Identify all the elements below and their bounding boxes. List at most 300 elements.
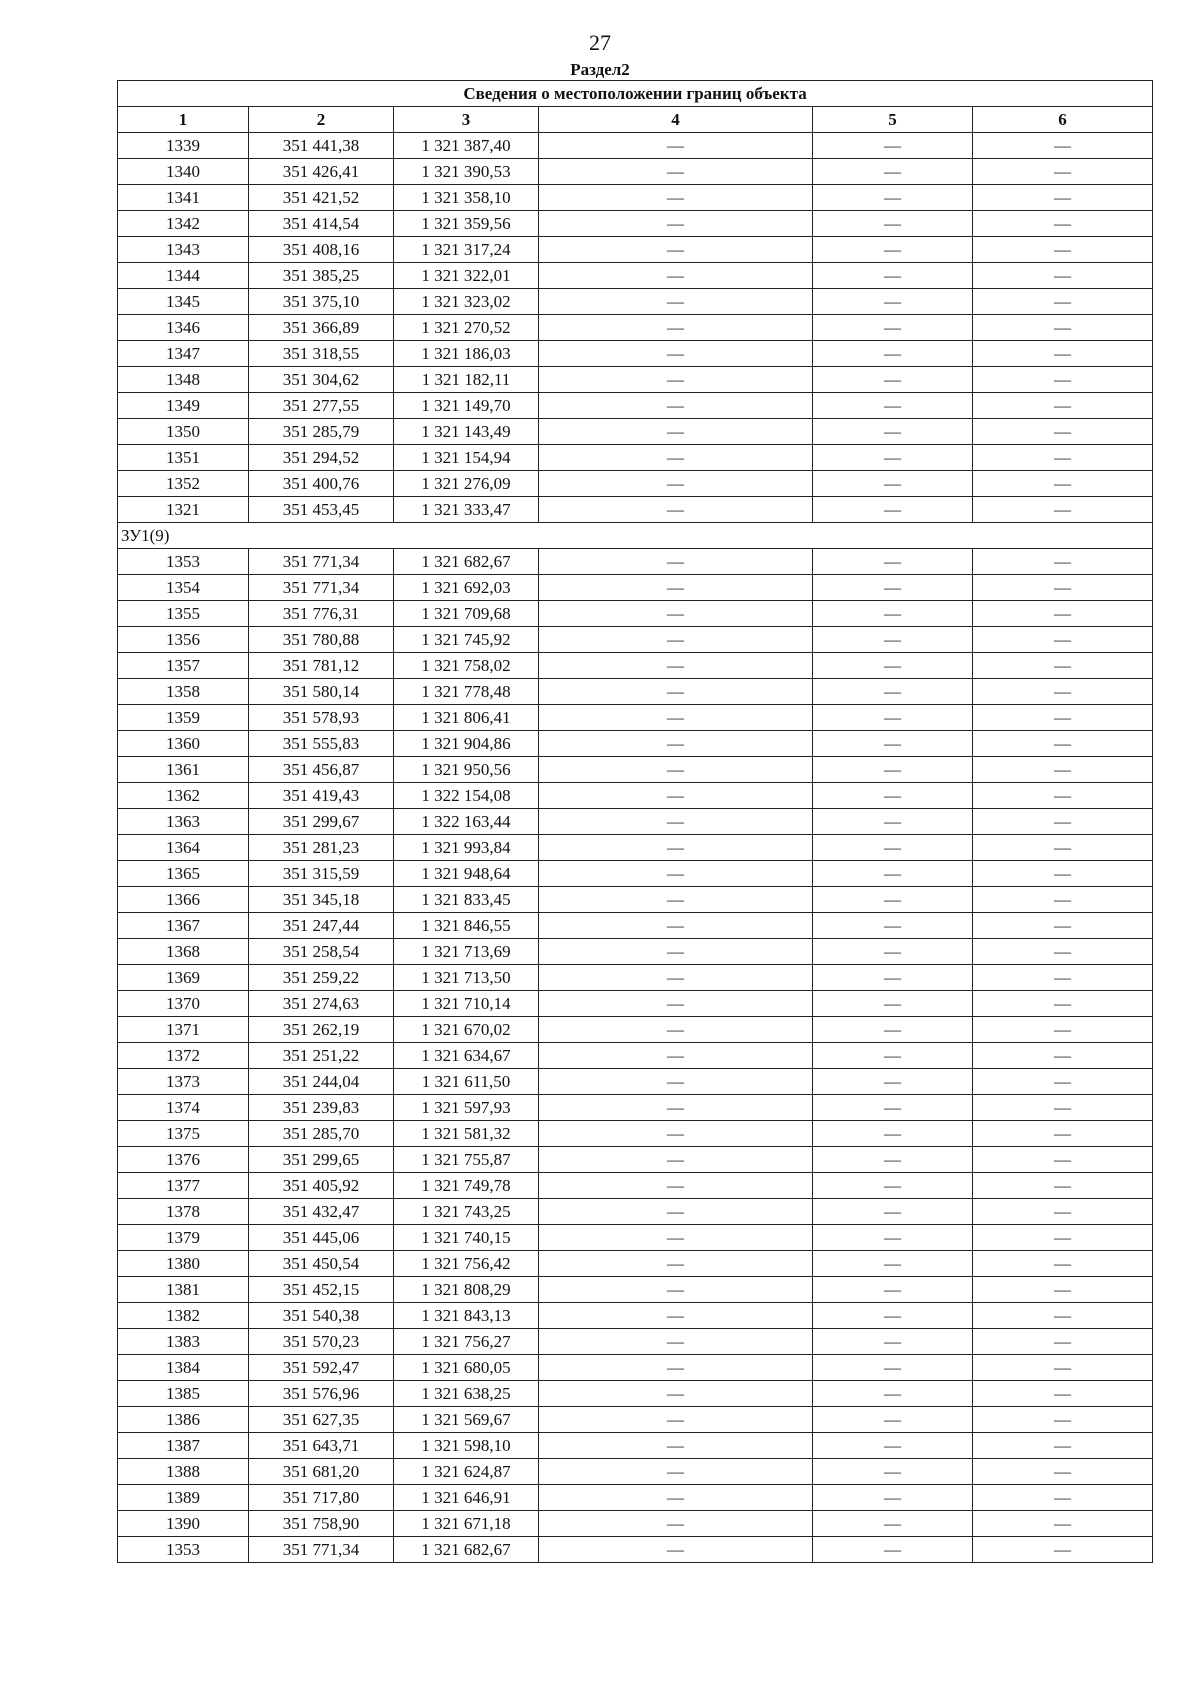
empty-dash-cell: —	[539, 1095, 813, 1121]
empty-dash-cell: —	[813, 1355, 973, 1381]
column-number: 3	[394, 107, 539, 133]
empty-dash-cell: —	[813, 471, 973, 497]
empty-dash-cell: —	[973, 445, 1153, 471]
empty-dash-cell: —	[973, 1407, 1153, 1433]
empty-dash-cell: —	[813, 913, 973, 939]
table-row	[118, 1511, 1153, 1537]
empty-dash-cell: —	[973, 965, 1153, 991]
coordinate-x: 351 578,93	[249, 705, 394, 731]
empty-dash-cell: —	[539, 159, 813, 185]
point-number: 1380	[118, 1251, 249, 1277]
coordinate-x: 351 419,43	[249, 783, 394, 809]
coordinate-y: 1 321 581,32	[394, 1121, 539, 1147]
coordinate-y: 1 321 322,01	[394, 263, 539, 289]
table-row	[118, 1147, 1153, 1173]
empty-dash-cell: —	[813, 809, 973, 835]
empty-dash-cell: —	[539, 705, 813, 731]
empty-dash-cell: —	[973, 679, 1153, 705]
table-row	[118, 1173, 1153, 1199]
table-row	[118, 939, 1153, 965]
empty-dash-cell: —	[813, 419, 973, 445]
point-number: 1354	[118, 575, 249, 601]
empty-dash-cell: —	[973, 1069, 1153, 1095]
coordinate-x: 351 681,20	[249, 1459, 394, 1485]
empty-dash-cell: —	[973, 887, 1153, 913]
empty-dash-cell: —	[539, 1329, 813, 1355]
coordinate-y: 1 321 598,10	[394, 1433, 539, 1459]
point-number: 1387	[118, 1433, 249, 1459]
table-row	[118, 1303, 1153, 1329]
point-number: 1360	[118, 731, 249, 757]
empty-dash-cell: —	[539, 497, 813, 523]
empty-dash-cell: —	[813, 1537, 973, 1563]
coordinate-x: 351 285,70	[249, 1121, 394, 1147]
coordinate-x: 351 366,89	[249, 315, 394, 341]
point-number: 1345	[118, 289, 249, 315]
boundary-coordinates-table	[117, 80, 1153, 1563]
coordinate-y: 1 321 670,02	[394, 1017, 539, 1043]
coordinate-x: 351 294,52	[249, 445, 394, 471]
empty-dash-cell: —	[813, 1251, 973, 1277]
coordinate-x: 351 299,65	[249, 1147, 394, 1173]
table-row	[118, 211, 1153, 237]
point-number: 1362	[118, 783, 249, 809]
empty-dash-cell: —	[813, 1485, 973, 1511]
coordinate-x: 351 277,55	[249, 393, 394, 419]
empty-dash-cell: —	[539, 1121, 813, 1147]
point-number: 1341	[118, 185, 249, 211]
empty-dash-cell: —	[539, 315, 813, 341]
table-row	[118, 497, 1153, 523]
table-row	[118, 757, 1153, 783]
point-number: 1378	[118, 1199, 249, 1225]
table-row	[118, 185, 1153, 211]
empty-dash-cell: —	[539, 1537, 813, 1563]
coordinate-x: 351 452,15	[249, 1277, 394, 1303]
empty-dash-cell: —	[813, 133, 973, 159]
empty-dash-cell: —	[539, 601, 813, 627]
empty-dash-cell: —	[539, 1043, 813, 1069]
table-row	[118, 445, 1153, 471]
table-row	[118, 393, 1153, 419]
empty-dash-cell: —	[973, 1095, 1153, 1121]
coordinate-x: 351 251,22	[249, 1043, 394, 1069]
coordinate-y: 1 321 843,13	[394, 1303, 539, 1329]
coordinate-y: 1 321 846,55	[394, 913, 539, 939]
point-number: 1348	[118, 367, 249, 393]
empty-dash-cell: —	[813, 1459, 973, 1485]
empty-dash-cell: —	[813, 1147, 973, 1173]
empty-dash-cell: —	[973, 393, 1153, 419]
empty-dash-cell: —	[539, 237, 813, 263]
empty-dash-cell: —	[539, 1251, 813, 1277]
empty-dash-cell: —	[813, 679, 973, 705]
empty-dash-cell: —	[539, 1355, 813, 1381]
table-row	[118, 1355, 1153, 1381]
empty-dash-cell: —	[813, 237, 973, 263]
point-number: 1370	[118, 991, 249, 1017]
coordinate-y: 1 321 904,86	[394, 731, 539, 757]
empty-dash-cell: —	[813, 1407, 973, 1433]
coordinate-x: 351 318,55	[249, 341, 394, 367]
empty-dash-cell: —	[973, 1199, 1153, 1225]
point-number: 1358	[118, 679, 249, 705]
empty-dash-cell: —	[539, 913, 813, 939]
empty-dash-cell: —	[973, 341, 1153, 367]
table-row	[118, 991, 1153, 1017]
coordinate-x: 351 717,80	[249, 1485, 394, 1511]
coordinate-y: 1 321 743,25	[394, 1199, 539, 1225]
coordinate-y: 1 321 778,48	[394, 679, 539, 705]
empty-dash-cell: —	[539, 1303, 813, 1329]
empty-dash-cell: —	[973, 549, 1153, 575]
point-number: 1364	[118, 835, 249, 861]
point-number: 1352	[118, 471, 249, 497]
table-row	[118, 341, 1153, 367]
empty-dash-cell: —	[539, 809, 813, 835]
empty-dash-cell: —	[813, 1043, 973, 1069]
empty-dash-cell: —	[539, 133, 813, 159]
coordinate-x: 351 414,54	[249, 211, 394, 237]
empty-dash-cell: —	[973, 705, 1153, 731]
empty-dash-cell: —	[813, 1017, 973, 1043]
empty-dash-cell: —	[973, 861, 1153, 887]
point-number: 1339	[118, 133, 249, 159]
coordinate-x: 351 262,19	[249, 1017, 394, 1043]
table-row	[118, 367, 1153, 393]
point-number: 1375	[118, 1121, 249, 1147]
empty-dash-cell: —	[973, 367, 1153, 393]
empty-dash-cell: —	[813, 1303, 973, 1329]
coordinate-y: 1 321 154,94	[394, 445, 539, 471]
empty-dash-cell: —	[973, 1303, 1153, 1329]
point-number: 1377	[118, 1173, 249, 1199]
empty-dash-cell: —	[813, 1121, 973, 1147]
empty-dash-cell: —	[539, 1407, 813, 1433]
column-number: 2	[249, 107, 394, 133]
point-number: 1372	[118, 1043, 249, 1069]
table-row	[118, 159, 1153, 185]
table-row	[118, 1017, 1153, 1043]
empty-dash-cell: —	[539, 419, 813, 445]
coordinate-x: 351 453,45	[249, 497, 394, 523]
table-row	[118, 133, 1153, 159]
coordinate-x: 351 315,59	[249, 861, 394, 887]
empty-dash-cell: —	[973, 575, 1153, 601]
empty-dash-cell: —	[813, 1433, 973, 1459]
table-row	[118, 1095, 1153, 1121]
coordinate-y: 1 322 163,44	[394, 809, 539, 835]
table-row	[118, 315, 1153, 341]
empty-dash-cell: —	[973, 1485, 1153, 1511]
empty-dash-cell: —	[539, 367, 813, 393]
point-number: 1347	[118, 341, 249, 367]
empty-dash-cell: —	[973, 1147, 1153, 1173]
coordinate-y: 1 321 740,15	[394, 1225, 539, 1251]
empty-dash-cell: —	[539, 679, 813, 705]
point-number: 1353	[118, 549, 249, 575]
empty-dash-cell: —	[973, 289, 1153, 315]
empty-dash-cell: —	[813, 211, 973, 237]
empty-dash-cell: —	[973, 939, 1153, 965]
coordinate-x: 351 555,83	[249, 731, 394, 757]
table-row	[118, 601, 1153, 627]
empty-dash-cell: —	[539, 549, 813, 575]
point-number: 1342	[118, 211, 249, 237]
coordinate-x: 351 285,79	[249, 419, 394, 445]
empty-dash-cell: —	[973, 731, 1153, 757]
empty-dash-cell: —	[973, 1433, 1153, 1459]
coordinate-x: 351 643,71	[249, 1433, 394, 1459]
point-number: 1383	[118, 1329, 249, 1355]
empty-dash-cell: —	[973, 1537, 1153, 1563]
empty-dash-cell: —	[973, 1381, 1153, 1407]
table-row	[118, 1225, 1153, 1251]
coordinate-x: 351 450,54	[249, 1251, 394, 1277]
table-row	[118, 1433, 1153, 1459]
coordinate-y: 1 321 713,50	[394, 965, 539, 991]
point-number: 1349	[118, 393, 249, 419]
empty-dash-cell: —	[813, 861, 973, 887]
empty-dash-cell: —	[813, 1095, 973, 1121]
empty-dash-cell: —	[539, 1225, 813, 1251]
coordinate-y: 1 321 597,93	[394, 1095, 539, 1121]
point-number: 1369	[118, 965, 249, 991]
empty-dash-cell: —	[973, 601, 1153, 627]
empty-dash-cell: —	[539, 757, 813, 783]
coordinate-x: 351 385,25	[249, 263, 394, 289]
empty-dash-cell: —	[813, 315, 973, 341]
table-row	[118, 1329, 1153, 1355]
table-caption: Сведения о местоположении границ объекта	[118, 81, 1153, 107]
coordinate-x: 351 580,14	[249, 679, 394, 705]
empty-dash-cell: —	[813, 835, 973, 861]
point-number: 1355	[118, 601, 249, 627]
table-row	[118, 1121, 1153, 1147]
table-row	[118, 783, 1153, 809]
coordinate-y: 1 321 333,47	[394, 497, 539, 523]
empty-dash-cell: —	[539, 627, 813, 653]
point-number: 1340	[118, 159, 249, 185]
point-number: 1368	[118, 939, 249, 965]
empty-dash-cell: —	[539, 1511, 813, 1537]
empty-dash-cell: —	[539, 1147, 813, 1173]
coordinate-x: 351 771,34	[249, 575, 394, 601]
empty-dash-cell: —	[973, 757, 1153, 783]
empty-dash-cell: —	[539, 783, 813, 809]
coordinate-x: 351 405,92	[249, 1173, 394, 1199]
point-number: 1363	[118, 809, 249, 835]
coordinate-y: 1 321 756,42	[394, 1251, 539, 1277]
empty-dash-cell: —	[973, 1173, 1153, 1199]
point-number: 1361	[118, 757, 249, 783]
empty-dash-cell: —	[539, 861, 813, 887]
empty-dash-cell: —	[813, 1329, 973, 1355]
table-row	[118, 653, 1153, 679]
coordinate-y: 1 321 143,49	[394, 419, 539, 445]
coordinate-x: 351 345,18	[249, 887, 394, 913]
empty-dash-cell: —	[813, 965, 973, 991]
column-number: 5	[813, 107, 973, 133]
empty-dash-cell: —	[973, 419, 1153, 445]
table-row	[118, 627, 1153, 653]
table-row	[118, 575, 1153, 601]
empty-dash-cell: —	[539, 939, 813, 965]
table-row	[118, 1407, 1153, 1433]
coordinate-x: 351 259,22	[249, 965, 394, 991]
point-number: 1379	[118, 1225, 249, 1251]
empty-dash-cell: —	[973, 1277, 1153, 1303]
empty-dash-cell: —	[973, 835, 1153, 861]
empty-dash-cell: —	[973, 913, 1153, 939]
group-label: ЗУ1(9)	[118, 523, 1153, 549]
coordinate-y: 1 321 359,56	[394, 211, 539, 237]
point-number: 1381	[118, 1277, 249, 1303]
table-row	[118, 471, 1153, 497]
coordinate-y: 1 321 186,03	[394, 341, 539, 367]
empty-dash-cell: —	[539, 1485, 813, 1511]
empty-dash-cell: —	[973, 237, 1153, 263]
point-number: 1373	[118, 1069, 249, 1095]
point-number: 1374	[118, 1095, 249, 1121]
coordinate-x: 351 627,35	[249, 1407, 394, 1433]
table-row	[118, 913, 1153, 939]
coordinate-y: 1 321 149,70	[394, 393, 539, 419]
point-number: 1384	[118, 1355, 249, 1381]
empty-dash-cell: —	[973, 133, 1153, 159]
empty-dash-cell: —	[813, 1225, 973, 1251]
coordinate-x: 351 408,16	[249, 237, 394, 263]
point-number: 1367	[118, 913, 249, 939]
coordinate-y: 1 321 682,67	[394, 1537, 539, 1563]
table-row	[118, 1459, 1153, 1485]
empty-dash-cell: —	[973, 185, 1153, 211]
table-row	[118, 549, 1153, 575]
empty-dash-cell: —	[813, 653, 973, 679]
coordinate-x: 351 456,87	[249, 757, 394, 783]
empty-dash-cell: —	[813, 289, 973, 315]
table-row	[118, 1381, 1153, 1407]
empty-dash-cell: —	[813, 757, 973, 783]
empty-dash-cell: —	[813, 1381, 973, 1407]
point-number: 1351	[118, 445, 249, 471]
empty-dash-cell: —	[973, 991, 1153, 1017]
table-row	[118, 1199, 1153, 1225]
point-number: 1344	[118, 263, 249, 289]
empty-dash-cell: —	[539, 289, 813, 315]
coordinate-x: 351 247,44	[249, 913, 394, 939]
coordinate-y: 1 321 358,10	[394, 185, 539, 211]
coordinate-y: 1 321 634,67	[394, 1043, 539, 1069]
point-number: 1365	[118, 861, 249, 887]
table-caption-row	[118, 81, 1153, 107]
coordinate-x: 351 239,83	[249, 1095, 394, 1121]
empty-dash-cell: —	[973, 1121, 1153, 1147]
group-header-row	[118, 523, 1153, 549]
empty-dash-cell: —	[539, 887, 813, 913]
coordinate-y: 1 321 317,24	[394, 237, 539, 263]
empty-dash-cell: —	[973, 211, 1153, 237]
empty-dash-cell: —	[539, 1381, 813, 1407]
empty-dash-cell: —	[539, 1459, 813, 1485]
coordinate-y: 1 321 638,25	[394, 1381, 539, 1407]
table-row	[118, 263, 1153, 289]
coordinate-y: 1 322 154,08	[394, 783, 539, 809]
point-number: 1343	[118, 237, 249, 263]
coordinate-x: 351 441,38	[249, 133, 394, 159]
coordinate-y: 1 321 948,64	[394, 861, 539, 887]
table-row	[118, 289, 1153, 315]
empty-dash-cell: —	[813, 393, 973, 419]
point-number: 1356	[118, 627, 249, 653]
coordinate-y: 1 321 758,02	[394, 653, 539, 679]
coordinate-y: 1 321 709,68	[394, 601, 539, 627]
empty-dash-cell: —	[973, 1043, 1153, 1069]
empty-dash-cell: —	[813, 445, 973, 471]
empty-dash-cell: —	[539, 653, 813, 679]
empty-dash-cell: —	[813, 549, 973, 575]
point-number: 1388	[118, 1459, 249, 1485]
column-number-row	[118, 107, 1153, 133]
empty-dash-cell: —	[813, 1277, 973, 1303]
empty-dash-cell: —	[813, 1199, 973, 1225]
coordinate-y: 1 321 950,56	[394, 757, 539, 783]
table-row	[118, 809, 1153, 835]
coordinate-x: 351 375,10	[249, 289, 394, 315]
table-row	[118, 705, 1153, 731]
empty-dash-cell: —	[813, 627, 973, 653]
coordinate-y: 1 321 611,50	[394, 1069, 539, 1095]
empty-dash-cell: —	[813, 887, 973, 913]
column-number: 4	[539, 107, 813, 133]
coordinate-x: 351 540,38	[249, 1303, 394, 1329]
empty-dash-cell: —	[973, 1355, 1153, 1381]
empty-dash-cell: —	[539, 263, 813, 289]
coordinate-y: 1 321 624,87	[394, 1459, 539, 1485]
point-number: 1321	[118, 497, 249, 523]
empty-dash-cell: —	[813, 263, 973, 289]
coordinate-y: 1 321 276,09	[394, 471, 539, 497]
coordinate-x: 351 400,76	[249, 471, 394, 497]
coordinate-y: 1 321 680,05	[394, 1355, 539, 1381]
coordinate-y: 1 321 646,91	[394, 1485, 539, 1511]
empty-dash-cell: —	[813, 497, 973, 523]
table-row	[118, 1069, 1153, 1095]
coordinate-x: 351 758,90	[249, 1511, 394, 1537]
empty-dash-cell: —	[539, 1199, 813, 1225]
empty-dash-cell: —	[813, 1069, 973, 1095]
section-title: Раздел2	[570, 60, 630, 79]
coordinate-x: 351 426,41	[249, 159, 394, 185]
empty-dash-cell: —	[813, 939, 973, 965]
empty-dash-cell: —	[539, 1433, 813, 1459]
coordinate-y: 1 321 390,53	[394, 159, 539, 185]
empty-dash-cell: —	[539, 445, 813, 471]
table-row	[118, 731, 1153, 757]
coordinate-x: 351 274,63	[249, 991, 394, 1017]
coordinate-x: 351 258,54	[249, 939, 394, 965]
empty-dash-cell: —	[539, 1017, 813, 1043]
coordinate-x: 351 304,62	[249, 367, 394, 393]
empty-dash-cell: —	[973, 1225, 1153, 1251]
coordinate-y: 1 321 182,11	[394, 367, 539, 393]
table-row	[118, 1251, 1153, 1277]
coordinate-y: 1 321 749,78	[394, 1173, 539, 1199]
point-number: 1390	[118, 1511, 249, 1537]
empty-dash-cell: —	[813, 185, 973, 211]
empty-dash-cell: —	[813, 783, 973, 809]
empty-dash-cell: —	[973, 627, 1153, 653]
